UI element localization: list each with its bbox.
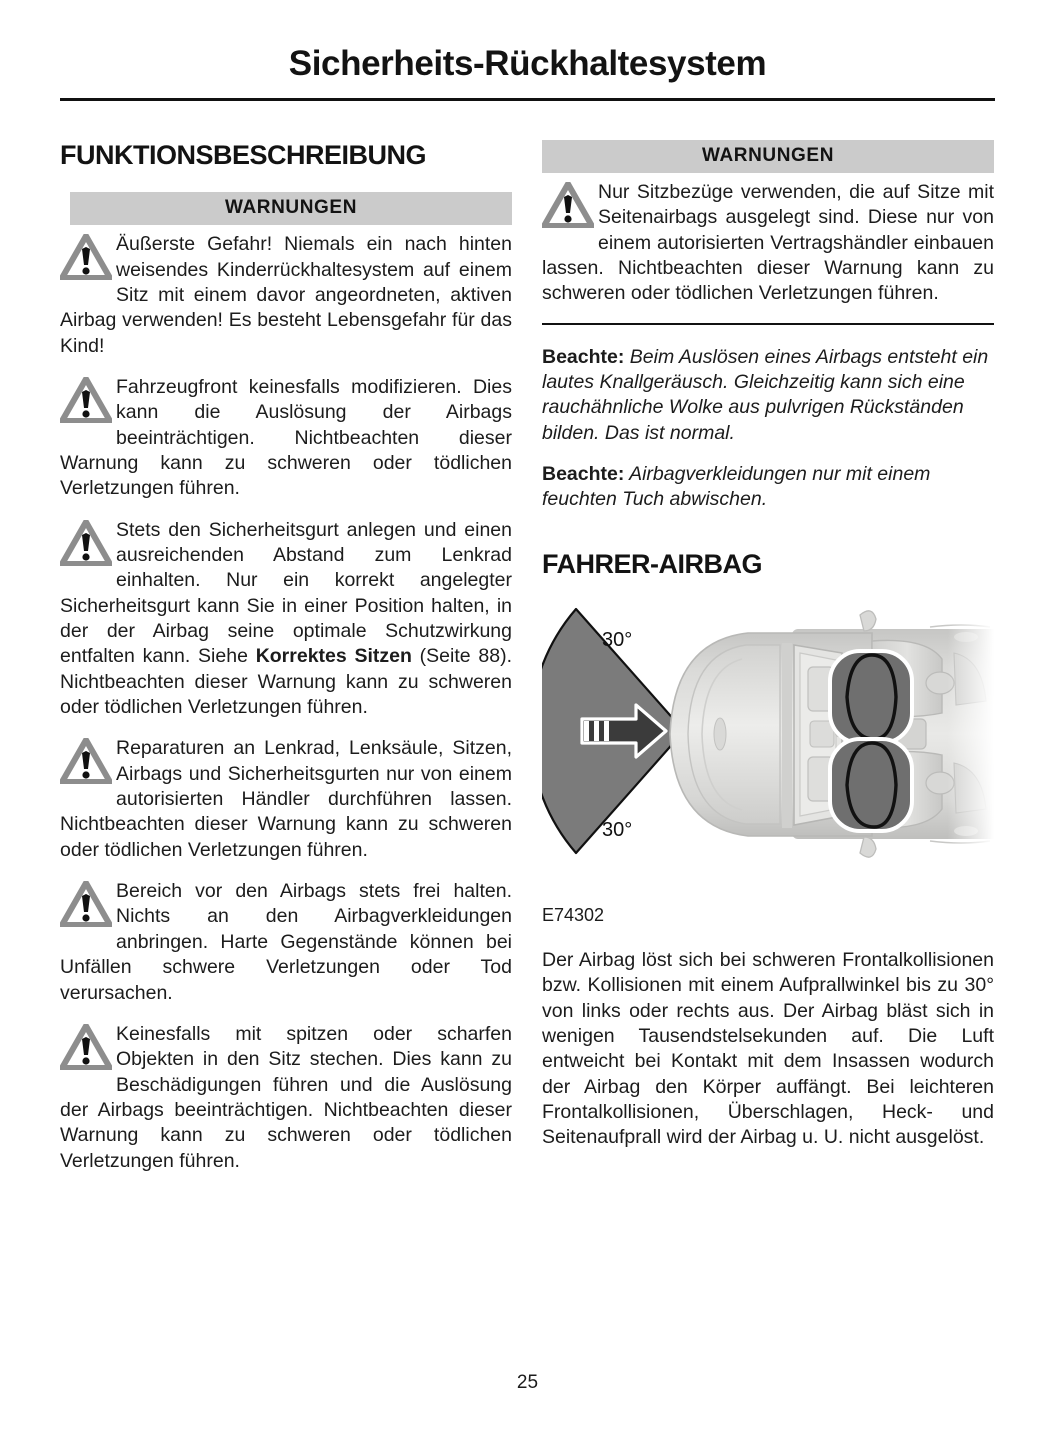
right-column — [542, 140, 994, 1190]
warning-triangle-icon — [60, 520, 116, 570]
warning-text: Fahrzeugfront keinesfalls modifizieren. Dies kann die Auslösung der Airbags beeinträchtigen. Nichtbeachten dieser Warnung kann zu schweren oder tödlichen Verletzungen führen. — [60, 375, 512, 500]
warning-text: Keinesfalls mit spitzen oder scharfen Objekten in den Sitz stechen. Dies kann zu Beschädigungen führen und die Auslösung der Airbags beeinträchtigen. Nichtbeachten dieser Warnung kann zu schweren oder tödlichen Verletzungen führen. — [60, 1022, 512, 1172]
car-top-view-icon — [670, 611, 994, 857]
warnings-banner-right: WARNUNGEN — [542, 140, 994, 173]
warning-text — [60, 518, 512, 721]
body-paragraph: Der Airbag löst sich bei schweren Frontalkollisionen bzw. Kollisionen mit einem Aufprallwinkel bis zu 30° von links oder rechts aus. Der Airbag bläst sich in wenigen Tausendstelsekunden auf. Die Luft entweicht bei Kontakt mit dem Insassen wodurch der Airbag den Körper auffängt. Bei leichteren Frontalkollisionen, Überschlagen, Heck- und Seitenaufprall wird der Airbag u. U. nicht ausgelöst. — [542, 949, 994, 1149]
page-header — [60, 44, 995, 83]
warnings-banner-left: WARNUNGEN — [70, 192, 512, 225]
left-column — [60, 140, 512, 1190]
warning-triangle-icon — [60, 1024, 116, 1074]
section-title-fahrer-airbag: FAHRER-AIRBAG — [542, 548, 762, 579]
note-label: Beachte: — [542, 345, 625, 368]
warning-item — [60, 736, 512, 863]
warning-item — [60, 232, 512, 359]
warning-triangle-icon — [60, 377, 116, 427]
warning-triangle-icon — [542, 182, 598, 232]
airbag-ellipse-icon — [830, 739, 912, 831]
warning-item — [60, 375, 512, 502]
warning-text-part: Stets den Sicherheitsgurt anlegen und einen ausreichenden Abstand zum Lenkrad einhalten. Nur ein korrekt angelegter Sicherheitsgurt kann Sie in einer Position halten, in der der Airbag seine optimale Schutzwirkung entfalten kann. Siehe — [60, 518, 512, 668]
header-divider — [60, 98, 995, 101]
angle-label-top: 30° — [602, 629, 633, 652]
warning-text: Äußerste Gefahr! Niemals ein nach hinten weisendes Kinderrückhaltesystem auf einem Sitz mit einem davor angeordneten, aktiven Airbag verwenden! Es besteht Lebensgefahr für das Kind! — [60, 233, 512, 357]
page-title: Sicherheits-Rückhaltesystem — [288, 44, 767, 83]
two-column-layout — [0, 140, 1055, 1190]
note-label: Beachte: — [542, 463, 625, 486]
page-number: 25 — [516, 1372, 539, 1393]
warning-triangle-icon — [60, 881, 116, 931]
warning-triangle-icon — [60, 738, 116, 788]
warning-text: Nur Sitzbezüge verwenden, die auf Sitze mit Seitenairbags ausgelegt sind. Diese nur von einem autorisierten Vertragshändler einbauen lassen. Nichtbeachten dieser Warnung kann zu schweren oder tödlichen Verletzungen führen. — [542, 181, 994, 305]
driver-airbag-figure — [542, 597, 994, 887]
section-title-funktionsbeschreibung: FUNKTIONSBESCHREIBUNG — [60, 140, 427, 170]
airbag-deployment-diagram — [542, 597, 994, 887]
warning-item — [60, 879, 512, 1006]
angle-label-bottom: 30° — [602, 819, 633, 842]
warning-item — [60, 1022, 512, 1174]
warning-text-part: (Seite 88). Nichtbeachten dieser Warnung kann zu schweren oder tödlichen Verletzungen führen. — [60, 645, 512, 719]
warning-item — [542, 180, 994, 307]
note-text: Airbagverkleidungen nur mit einem feuchten Tuch abwischen. — [542, 463, 931, 511]
warning-item — [60, 518, 512, 721]
warning-triangle-icon — [60, 234, 116, 284]
airbag-ellipse-icon — [830, 651, 912, 743]
note-text: Beim Auslösen eines Airbags entsteht ein lautes Knallgeräusch. Gleichzeitig kann sich eine rauchähnliche Wolke aus pulvrigen Rückständen bilden. Das ist normal. — [542, 345, 989, 444]
figure-caption: E74302 — [542, 905, 605, 926]
note-item — [542, 345, 994, 446]
note-item — [542, 462, 994, 513]
warning-text: Reparaturen an Lenkrad, Lenksäule, Sitzen, Airbags und Sicherheitsgurten nur von einem autorisierten Händler durchführen lassen. Nichtbeachten dieser Warnung kann zu schweren oder tödlichen Verletzungen führen. — [60, 737, 512, 861]
section-divider — [542, 323, 994, 325]
warning-text: Bereich vor den Airbags stets frei halten. Nichts an den Airbagverkleidungen anbringen. Harte Gegenstände können bei Unfällen schwere Verletzungen oder Tod verursachen. — [60, 880, 512, 1004]
cross-reference-bold: Korrektes Sitzen — [255, 645, 412, 668]
